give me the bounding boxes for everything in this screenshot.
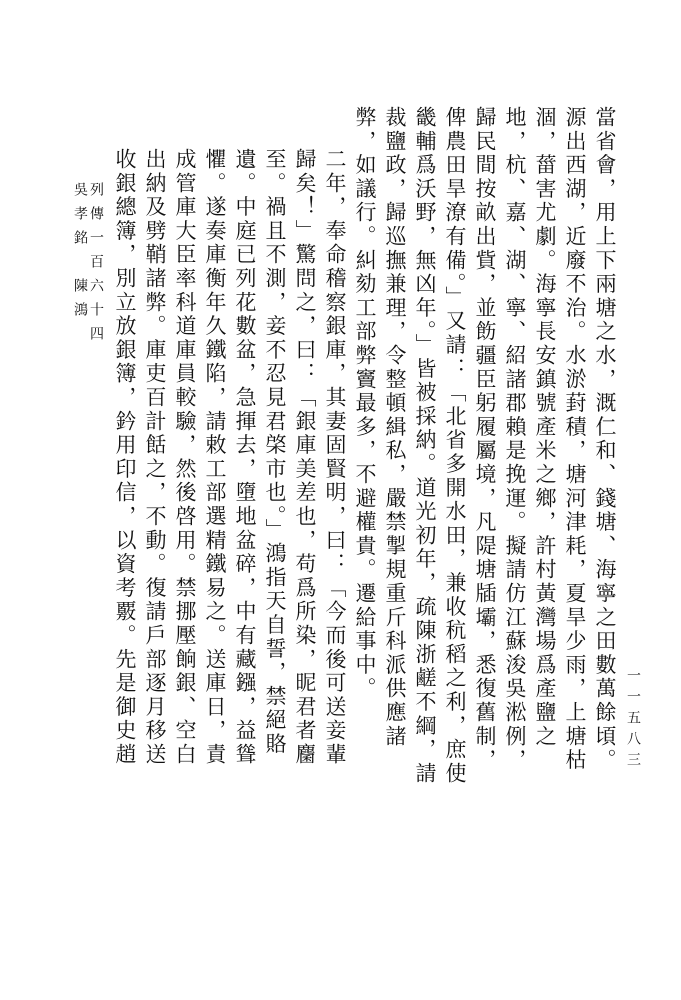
biography-names: 吳孝銘 陳鴻: [72, 182, 88, 326]
paragraph-1: 當省會，用上下兩塘之水，溉仁和、錢塘、海寧之田數萬餘頃。源出西湖，近廢不治。水淤葑積，塘河津耗，夏旱少雨，上塘枯涸，葘害尤劇。海寧長安鎮號產米之鄉，許村黃灣場爲產鹽之地，杭、嘉、湖、寧、紹諸郡賴是挽運。擬請仿江蘇浚吳淞例，歸民間按畝出貲，並飭疆臣躬履屬境，凡隄塘牐壩，悉復舊制，俾農田旱潦有備。」又請：「北省多開水田，兼收秔稻之利，庶使畿輔爲沃野，無凶年。」皆被採納。道光初年，疏陳浙鹺不綱，請裁鹽政，歸巡撫兼理，令整頓緝私，嚴禁掣規重斤科派供應諸弊，如議行。糾劾工部弊竇最多，不避權貴。遷給事中。: [353, 106, 617, 786]
page-number: 一一五八三: [625, 668, 641, 773]
body-text: [110, 106, 620, 786]
chapter-title: 列傳一百六十四: [88, 182, 104, 350]
paragraph-2: 二年，奉命稽察銀庫，其妻固賢明，曰：「今而後可送妾輩歸矣！」驚問之，曰：「銀庫美差也，苟爲所染，昵君者麕至。禍且不測，妾不忍見君棨市也。」鴻指天自誓，禁絕賂遺。中庭已列花數盆，急揮去，墮地盆碎，中有藏鏹，益聳懼。遂奏庫衡年久鐵陷，請敕工部選精鐵易之。送庫日，責成管庫大臣率科道庫員較驗，然後啓用。禁挪壓餉銀、空白出納及劈鞘諸弊。庫吏百計餂之，不動。復請戶部逐月移送收銀總簿，別立放銀簿，鈐用印信，以資考覈。先是御史趙: [113, 148, 347, 767]
running-header: [73, 182, 103, 802]
